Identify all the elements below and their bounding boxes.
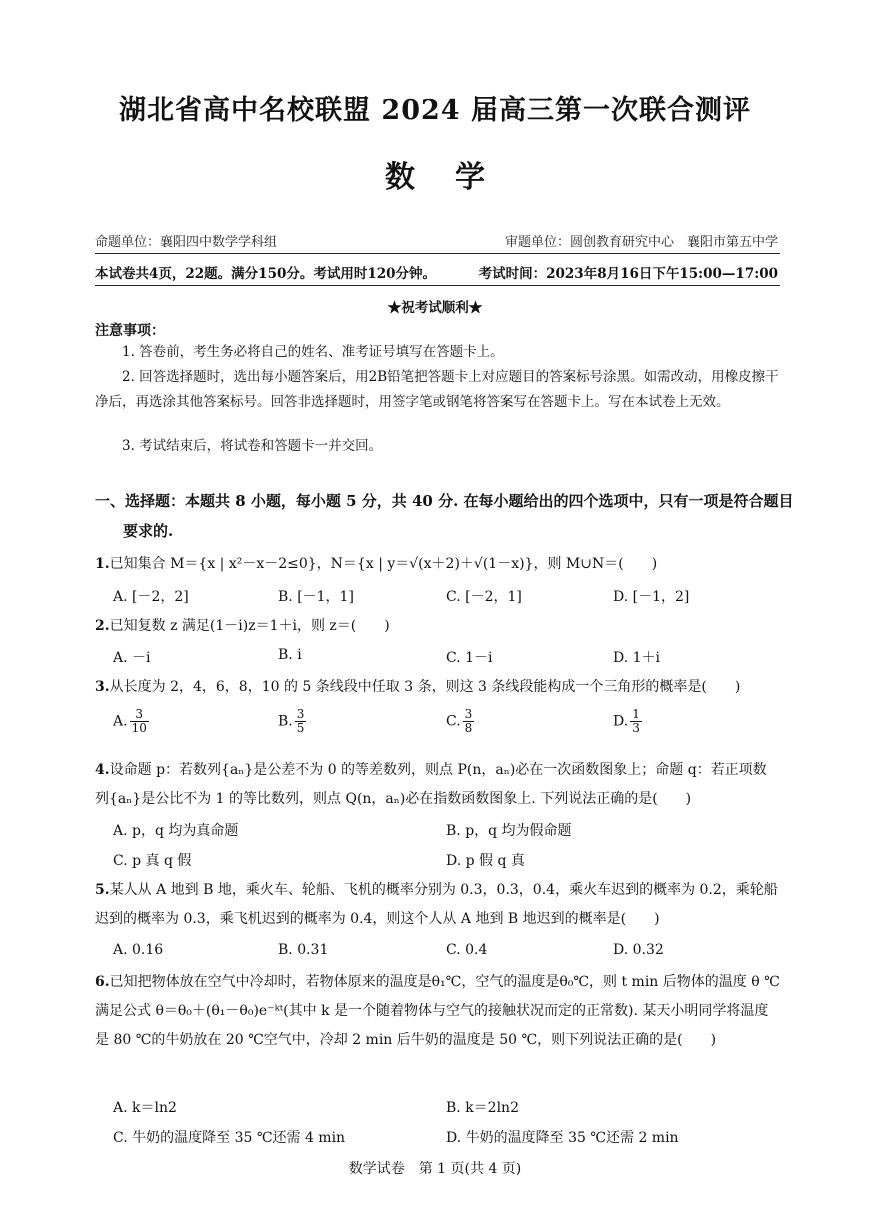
fraction: $\frac{3}{10}$: [131, 707, 147, 735]
question-number: 5.: [95, 882, 110, 898]
question-number: 1.: [95, 556, 110, 572]
q3-option-a: A. $\frac{3}{10}$: [113, 707, 147, 735]
exam-time: 考试时间：2023年8月16日下午15:00—17:00: [478, 266, 778, 282]
notice-item-2: 2. 回答选择题时，选出每小题答案后，用2B铅笔把答题卡上对应题目的答案标号涂黑。如需改动，用橡皮擦干净后，再选涂其他答案标号。回答非选择题时，用签字笔或钢笔将答案写在答题卡上。写在本试卷上无效。: [95, 369, 779, 410]
q5-option-a: A. 0.16: [113, 942, 164, 958]
q4-option-c: C. p 真 q 假: [113, 853, 192, 869]
good-luck-banner: ★祝考试顺利★: [387, 300, 483, 316]
fraction: $\frac{1}{3}$: [632, 707, 640, 735]
question-3: [95, 673, 780, 702]
question-2: [95, 612, 780, 641]
q6-option-b: B. k＝2ln2: [446, 1100, 519, 1116]
q4-option-a: A. p，q 均为真命题: [113, 823, 239, 839]
q4-option-b: B. p，q 均为假命题: [446, 823, 572, 839]
q1-option-d: D. [－1，2]: [613, 589, 690, 605]
notice-item-3: 3. 考试结束后，将试卷和答题卡一并交回。: [122, 438, 383, 454]
q1-option-c: C. [－2，1]: [446, 589, 522, 605]
question-number: 6.: [95, 974, 110, 990]
q2-option-b: B. i: [278, 647, 302, 663]
question-stem: 已知集合 M＝{x | x²－x－2≤0}，N＝{x | y＝√(x＋2)＋√(1－x)}，则 M∪N＝( ): [109, 556, 658, 572]
q5-option-c: C. 0.4: [446, 942, 488, 958]
question-4: [95, 756, 780, 814]
question-5: [95, 876, 780, 934]
q5-option-b: B. 0.31: [278, 942, 329, 958]
question-stem: 设命题 p：若数列{aₙ}是公差不为 0 的等差数列，则点 P(n，aₙ)必在一次函数图象上；命题 q：若正项数列{aₙ}是公比不为 1 的等比数列，则点 Q(n，aₙ)必在指数函数图象上. 下列说法正确的是( ): [95, 762, 767, 807]
question-1: [95, 550, 780, 579]
subject-title: 数学: [385, 160, 525, 195]
question-stem: 从长度为 2，4，6，8，10 的 5 条线段中任取 3 条，则这 3 条线段能构成一个三角形的概率是( ): [109, 679, 741, 695]
paper-info: 本试卷共4页，22题。满分150分。考试用时120分钟。: [95, 266, 437, 282]
info-divider: [95, 285, 780, 286]
section-heading-choice: 一、选择题：本题共 8 小题，每小题 5 分，共 40 分. 在每小题给出的四个选项中，只有一项是符合题目要求的.: [95, 492, 794, 540]
q3-option-d: D. $\frac{1}{3}$: [613, 707, 640, 735]
question-stem: 已知复数 z 满足(1－i)z＝1＋i，则 z＝( ): [109, 618, 390, 634]
question-number: 2.: [95, 618, 110, 634]
question-number: 4.: [95, 762, 110, 778]
q6-option-d: D. 牛奶的温度降至 35 ℃还需 2 min: [446, 1130, 679, 1146]
q2-option-d: D. 1＋i: [613, 650, 661, 666]
q3-option-c: C. $\frac{3}{8}$: [446, 707, 473, 735]
question-6: [95, 968, 780, 1055]
question-stem: 已知把物体放在空气中冷却时，若物体原来的温度是θ₁℃，空气的温度是θ₀℃，则 t min 后物体的温度 θ ℃满足公式 θ＝θ₀＋(θ₁－θ₀)e⁻ᵏᵗ(其中 k 是一个随着物体与空气的接触状况而定的正常数). 某天小明同学将温度是 80 ℃的牛奶放在 20 ℃空气中，冷却 2 min 后牛奶的温度是 50 ℃，则下列说法正确的是( ): [95, 974, 780, 1048]
reviewer-line: 审题单位：圆创教育研究中心 襄阳市第五中学: [504, 235, 778, 250]
fraction: $\frac{3}{8}$: [464, 707, 473, 735]
exam-title: 湖北省高中名校联盟 2024 届高三第一次联合测评: [119, 95, 751, 126]
q3-option-b: B. $\frac{3}{5}$: [278, 707, 305, 735]
q1-option-b: B. [－1，1]: [278, 589, 354, 605]
q4-option-d: D. p 假 q 真: [446, 853, 525, 869]
page-footer: 数学试卷 第 1 页(共 4 页): [348, 1161, 522, 1177]
question-number: 3.: [95, 679, 110, 695]
header-divider: [95, 253, 780, 254]
q2-option-a: A. －i: [113, 650, 151, 666]
q6-option-c: C. 牛奶的温度降至 35 ℃还需 4 min: [113, 1130, 346, 1146]
q2-option-c: C. 1－i: [446, 650, 493, 666]
q6-option-a: A. k＝ln2: [113, 1100, 177, 1116]
q5-option-d: D. 0.32: [613, 942, 664, 958]
notice-heading: 注意事项：: [95, 323, 165, 339]
notice-item-1: 1. 答卷前，考生务必将自己的姓名、准考证号填写在答题卡上。: [122, 344, 504, 360]
q1-option-a: A. [－2，2]: [113, 589, 189, 605]
proposer-line: 命题单位：襄阳四中数学学科组: [95, 235, 278, 250]
fraction: $\frac{3}{5}$: [296, 707, 305, 735]
question-stem: 某人从 A 地到 B 地，乘火车、轮船、飞机的概率分别为 0.3，0.3，0.4，乘火车迟到的概率为 0.2，乘轮船迟到的概率为 0.3，乘飞机迟到的概率为 0.4，则这个人从 A 地到 B 地迟到的概率是( ): [95, 882, 778, 927]
